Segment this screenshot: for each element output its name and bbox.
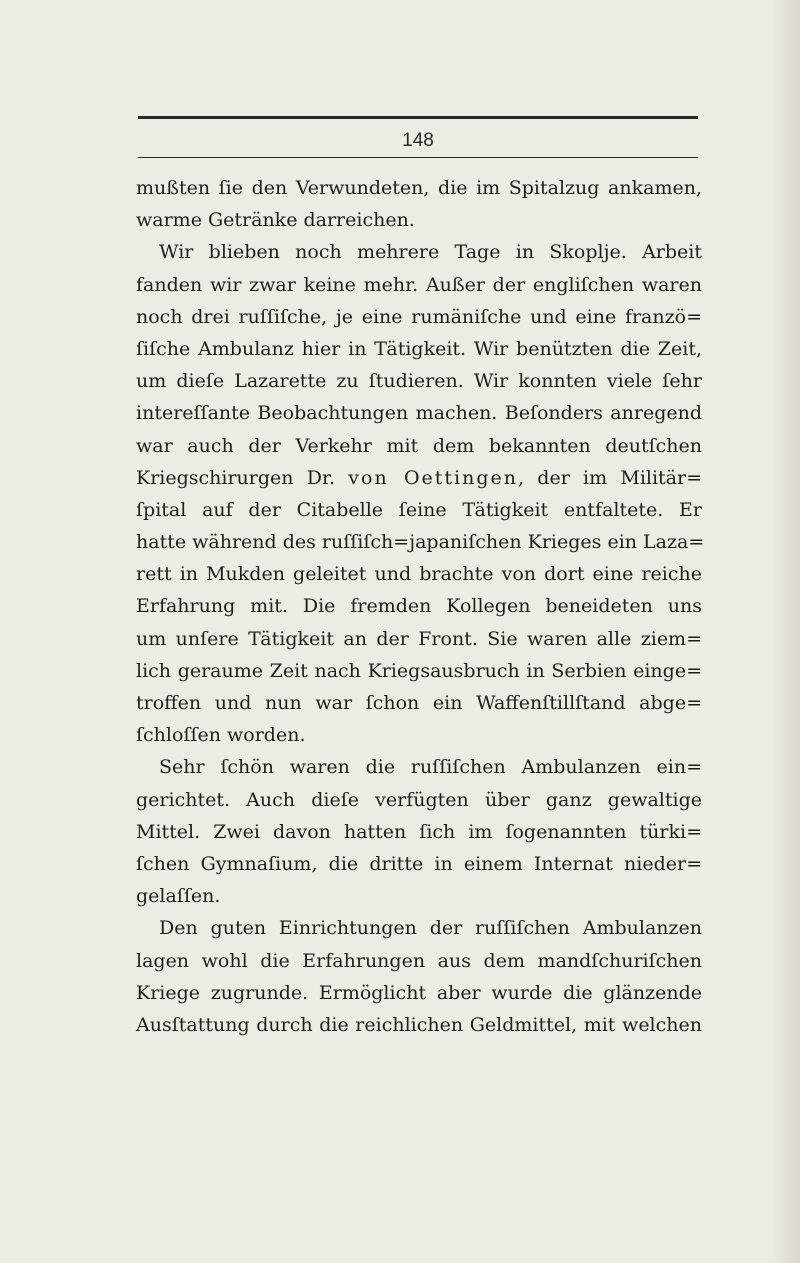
text-line: um dieſe Lazarette zu ſtudieren. Wir konnten viele ſehr bbox=[136, 370, 702, 393]
header-rule-bottom bbox=[138, 157, 698, 158]
text-line: um unſere Tätigkeit an der Front. Sie waren alle ziem= bbox=[136, 627, 702, 650]
text-line: noch drei ruſſiſche, je eine rumäniſche und eine franzö= bbox=[136, 305, 702, 328]
text-line: warme Getränke darreichen. bbox=[136, 209, 415, 232]
text-line: Ausſtattung durch die reichlichen Geldmittel, mit welchen bbox=[136, 1013, 702, 1036]
person-name-spaced: von Oettingen bbox=[348, 466, 518, 489]
text-line: mußten ſie den Verwundeten, die im Spitalzug ankamen, bbox=[136, 177, 702, 199]
text-fragment: Kriegschirurgen Dr. bbox=[136, 466, 349, 489]
text-line: troffen und nun war ſchon ein Waffenſtillſtand abge= bbox=[136, 692, 702, 714]
header-rule-top bbox=[138, 116, 698, 119]
text-line: Mittel. Zwei davon hatten ſich im ſogenannten türki= bbox=[136, 820, 702, 843]
text-line: ſpital auf der Citabelle ſeine Tätigkeit entfaltete. Er bbox=[136, 498, 702, 521]
text-line: lagen wohl die Erfahrungen aus dem mandſchuriſchen bbox=[136, 949, 702, 972]
text-line: fanden wir zwar keine mehr. Außer der engliſchen waren bbox=[136, 273, 702, 296]
text-line bbox=[136, 462, 702, 494]
text-line: war auch der Verkehr mit dem bekannten deutſchen bbox=[136, 434, 702, 457]
page-number: 148 bbox=[402, 130, 434, 151]
paragraph-start-line: Sehr ſchön waren die ruſſiſchen Ambulanzen ein= bbox=[159, 756, 702, 779]
text-line: lich geraume Zeit nach Kriegsausbruch in Serbien einge= bbox=[136, 659, 702, 682]
text-line: ſchloſſen worden. bbox=[136, 724, 306, 747]
text-line: Kriege zugrunde. Ermöglicht aber wurde die glänzende bbox=[136, 981, 702, 1004]
text-line: gerichtet. Auch dieſe verfügten über ganz gewaltige bbox=[136, 788, 702, 811]
text-line: ſiſche Ambulanz hier in Tätigkeit. Wir benützten die Zeit, bbox=[136, 337, 702, 360]
page-header bbox=[138, 112, 698, 162]
text-line: rett in Mukden geleitet und brachte von dort eine reiche bbox=[136, 563, 702, 586]
text-line: gelaſſen. bbox=[136, 885, 221, 908]
paragraph-start-line: Den guten Einrichtungen der ruſſiſchen Ambulanzen bbox=[159, 917, 702, 940]
paragraph-start-line: Wir blieben noch mehrere Tage in Skoplje. Arbeit bbox=[159, 241, 702, 264]
body-text bbox=[136, 172, 705, 1041]
text-line: Erfahrung mit. Die fremden Kollegen beneideten uns bbox=[136, 595, 702, 618]
text-line: hatte während des ruſſiſch=japaniſchen Krieges ein Laza= bbox=[136, 531, 705, 554]
text-line: intereſſante Beobachtungen machen. Beſonders anregend bbox=[136, 402, 702, 425]
page-edge-shadow bbox=[772, 0, 800, 1263]
text-line: ſchen Gymnaſium, die dritte in einem Internat nieder= bbox=[136, 852, 702, 875]
text-fragment: , der im Militär= bbox=[518, 466, 703, 489]
